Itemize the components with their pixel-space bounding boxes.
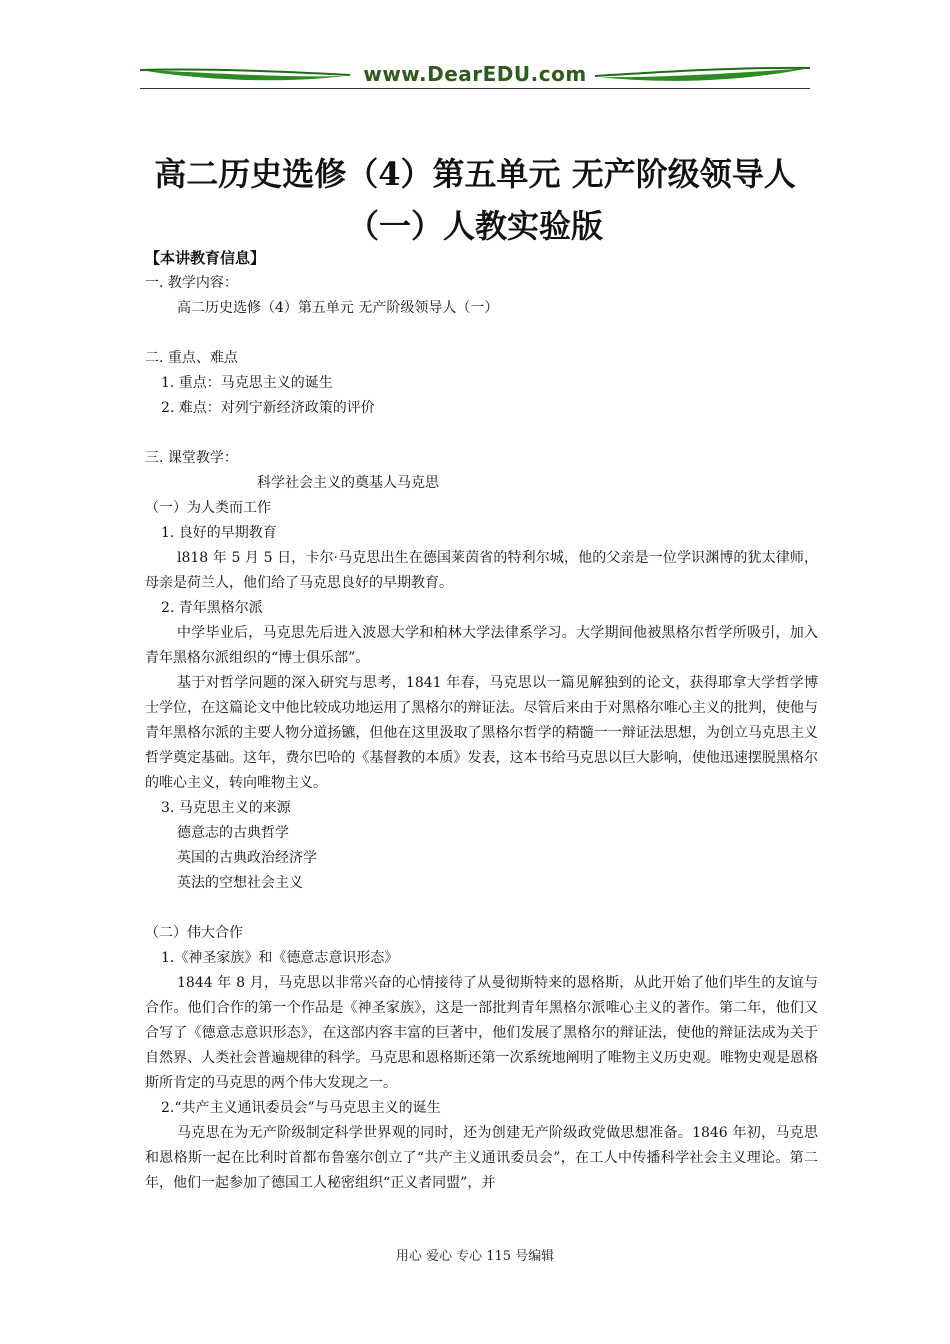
section-info-heading: 【本讲教育信息】 bbox=[145, 249, 266, 267]
part-2-heading: （二）伟大合作 bbox=[145, 925, 243, 941]
part-2-item-2-paragraph: 马克思在为无产阶级制定科学世界观的同时，还为创建无产阶级政党做思想准备。1846 年初，马克思和恩格斯一起在比利时首都布鲁塞尔创立了“共产主义通讯委员会”，在工人中传播科学社会主义理论。第二年，他们一起参加了德国工人秘密组织“正义者同盟”，并 bbox=[145, 1125, 818, 1191]
section-2-item-2: 2. 难点：对列宁新经济政策的评价 bbox=[161, 400, 375, 416]
spacer bbox=[145, 896, 818, 921]
section-2-heading: 二. 重点、难点 bbox=[145, 350, 238, 366]
part-2-item-1-title: 1.《神圣家族》和《德意志意识形态》 bbox=[161, 950, 399, 966]
part-1-item-1-title: 1. 良好的早期教育 bbox=[161, 525, 277, 541]
page-footer: 用心 爱心 专心 115 号编辑 bbox=[395, 1249, 555, 1264]
part-1-heading: （一）为人类而工作 bbox=[145, 500, 271, 516]
part-2-item-2-title: 2.“共产主义通讯委员会”与马克思主义的诞生 bbox=[161, 1100, 441, 1116]
part-1-item-2-paragraph-1: 中学毕业后，马克思先后进入波恩大学和柏林大学法律系学习。大学期间他被黑格尔哲学所吸引，加入青年黑格尔派组织的“博士俱乐部”。 bbox=[145, 625, 818, 666]
section-1-line: 高二历史选修（4）第五单元 无产阶级领导人（一） bbox=[177, 300, 499, 316]
part-1-item-1-paragraph: l818 年 5 月 5 日，卡尔·马克思出生在德国莱茵省的特利尔城，他的父亲是一位学识渊博的犹太律师，母亲是荷兰人，他们给了马克思良好的早期教育。 bbox=[145, 550, 818, 591]
part-1-item-2-paragraph-2: 基于对哲学问题的深入研究与思考，1841 年春，马克思以一篇见解独到的论文，获得耶拿大学哲学博士学位，在这篇论文中他比较成功地运用了黑格尔的辩证法。尽管后来由于对黑格尔唯心主义的批判，使他与青年黑格尔派的主要人物分道扬镳，但他在这里汲取了黑格尔哲学的精髓一一辩证法思想，为创立马克思主义哲学奠定基础。这年，费尔巴哈的《基督教的本质》发表，这本书给马克思以巨大影响，使他迅速摆脱黑格尔的唯心主义，转向唯物主义。 bbox=[145, 675, 818, 791]
document-body bbox=[145, 246, 818, 1196]
header-banner bbox=[140, 58, 810, 98]
part-1-item-3-source-3: 英法的空想社会主义 bbox=[177, 875, 303, 891]
section-3-heading: 三. 课堂教学： bbox=[145, 450, 238, 466]
section-3-subtitle: 科学社会主义的奠基人马克思 bbox=[257, 475, 439, 491]
spacer bbox=[145, 321, 818, 346]
part-1-item-2-title: 2. 青年黑格尔派 bbox=[161, 600, 263, 616]
part-1-item-3-source-2: 英国的古典政治经济学 bbox=[177, 850, 317, 866]
document-title: 高二历史选修（4）第五单元 无产阶级领导人（一）人教实验版 bbox=[154, 155, 796, 245]
section-1-heading: 一. 教学内容： bbox=[145, 275, 238, 291]
spacer bbox=[145, 421, 818, 446]
site-logo-text: www.DearEDU.com bbox=[363, 62, 587, 86]
section-2-item-1: 1. 重点：马克思主义的诞生 bbox=[161, 375, 333, 391]
part-1-item-3-source-1: 德意志的古典哲学 bbox=[177, 825, 289, 841]
part-2-item-1-paragraph: 1844 年 8 月，马克思以非常兴奋的心情接待了从曼彻斯特来的恩格斯，从此开始了他们毕生的友谊与合作。他们合作的第一个作品是《神圣家族》，这是一部批判青年黑格尔派唯心主义的著作。第二年，他们又合写了《德意志意识形态》，在这部内容丰富的巨著中，他们发展了黑格尔的辩证法，使他的辩证法成为关于自然界、人类社会普遍规律的科学。马克思和恩格斯还第一次系统地阐明了唯物主义历史观。唯物史观是恩格斯所肯定的马克思的两个伟大发现之一。 bbox=[145, 975, 818, 1091]
header-divider bbox=[140, 88, 810, 89]
part-1-item-3-title: 3. 马克思主义的来源 bbox=[161, 800, 291, 816]
